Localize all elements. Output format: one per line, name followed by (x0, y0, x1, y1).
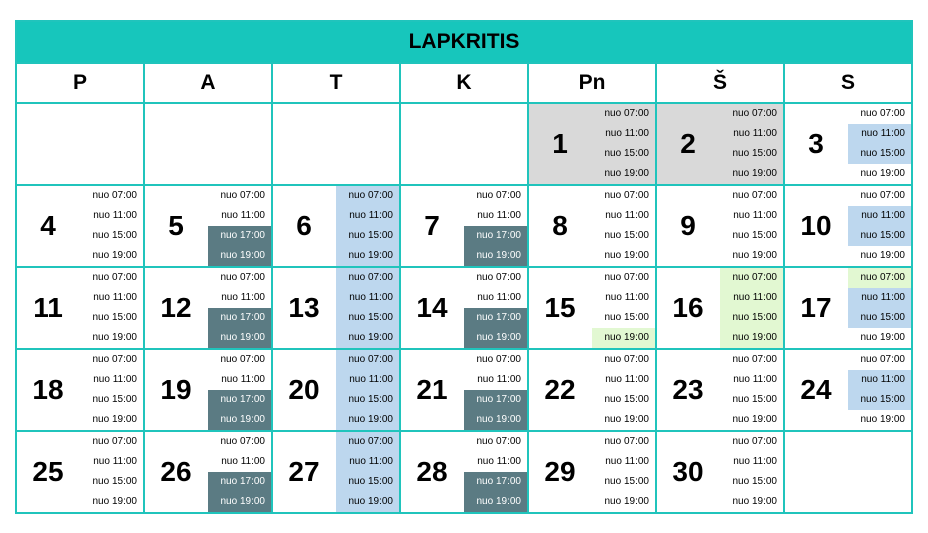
day-cell (16, 185, 144, 267)
day-number: 2 (680, 128, 696, 159)
time-slot[interactable]: nuo 19:00 (208, 246, 271, 266)
time-slot[interactable]: nuo 17:00 (464, 390, 527, 410)
time-slot[interactable]: nuo 19:00 (464, 246, 527, 266)
day-cell (400, 349, 528, 431)
day-number: 25 (32, 456, 64, 487)
day-cell (272, 185, 400, 267)
day-cell (656, 267, 784, 349)
month-title: LAPKRITIS (16, 21, 912, 63)
day-cell (528, 267, 656, 349)
time-slot[interactable]: nuo 19:00 (860, 332, 905, 343)
time-slot[interactable]: nuo 11:00 (336, 370, 399, 390)
day-cell (400, 431, 528, 513)
day-number: 16 (672, 292, 704, 323)
time-slot[interactable]: nuo 15:00 (336, 390, 399, 410)
time-slot[interactable]: nuo 19:00 (732, 414, 777, 425)
day-cell (528, 349, 656, 431)
time-slot[interactable]: nuo 17:00 (208, 308, 271, 328)
time-slot[interactable]: nuo 19:00 (92, 250, 137, 261)
time-slot[interactable]: nuo 11:00 (848, 206, 911, 226)
time-slot[interactable]: nuo 11:00 (605, 128, 649, 139)
day-number: 6 (296, 210, 312, 241)
time-slot[interactable]: nuo 19:00 (604, 168, 649, 179)
time-slot-list (848, 268, 911, 348)
day-number: 3 (808, 128, 824, 159)
time-slot[interactable]: nuo 15:00 (732, 476, 777, 487)
time-slot[interactable]: nuo 07:00 (604, 272, 649, 283)
time-slot[interactable]: nuo 15:00 (848, 308, 911, 328)
time-slot[interactable]: nuo 15:00 (336, 308, 399, 328)
time-slot[interactable]: nuo 11:00 (221, 374, 265, 385)
day-cell (144, 185, 272, 267)
day-number: 11 (33, 292, 63, 323)
day-cell (144, 431, 272, 513)
day-number: 14 (416, 292, 448, 323)
time-slot[interactable]: nuo 19:00 (208, 328, 271, 348)
day-cell (784, 267, 912, 349)
time-slot[interactable]: nuo 11:00 (605, 292, 649, 303)
time-slot-list (80, 432, 143, 512)
time-slot[interactable]: nuo 19:00 (92, 496, 137, 507)
weekday-header: Š (656, 63, 784, 103)
weekday-header: Pn (528, 63, 656, 103)
time-slot[interactable]: nuo 15:00 (848, 144, 911, 164)
time-slot[interactable]: nuo 07:00 (604, 436, 649, 447)
time-slot-list (80, 268, 143, 348)
time-slot-list (720, 104, 783, 184)
day-number: 22 (544, 374, 576, 405)
weekday-header: K (400, 63, 528, 103)
week-row (16, 431, 912, 513)
time-slot[interactable]: nuo 11:00 (733, 210, 777, 221)
day-number: 10 (800, 210, 832, 241)
time-slot[interactable]: nuo 07:00 (92, 436, 137, 447)
time-slot[interactable]: nuo 07:00 (604, 108, 649, 119)
day-cell (400, 267, 528, 349)
day-number: 27 (288, 456, 320, 487)
weekday-header: P (16, 63, 144, 103)
time-slot[interactable]: nuo 15:00 (604, 476, 649, 487)
day-cell (16, 431, 144, 513)
time-slot[interactable]: nuo 19:00 (92, 414, 137, 425)
time-slot[interactable]: nuo 19:00 (732, 496, 777, 507)
time-slot[interactable]: nuo 15:00 (732, 230, 777, 241)
time-slot[interactable]: nuo 15:00 (336, 472, 399, 492)
empty-day-cell (272, 103, 400, 185)
time-slot[interactable]: nuo 07:00 (860, 108, 905, 119)
time-slot[interactable]: nuo 07:00 (476, 354, 521, 365)
time-slot-list (592, 268, 655, 348)
time-slot[interactable]: nuo 11:00 (336, 206, 399, 226)
time-slot[interactable]: nuo 15:00 (604, 394, 649, 405)
time-slot[interactable]: nuo 07:00 (604, 190, 649, 201)
time-slot-list (720, 186, 783, 266)
day-cell (400, 185, 528, 267)
time-slot[interactable]: nuo 15:00 (92, 394, 137, 405)
time-slot[interactable]: nuo 11:00 (477, 210, 521, 221)
week-row (16, 267, 912, 349)
time-slot[interactable]: nuo 07:00 (336, 432, 399, 452)
time-slot[interactable]: nuo 15:00 (604, 230, 649, 241)
day-cell (656, 431, 784, 513)
time-slot-list (592, 186, 655, 266)
time-slot[interactable]: nuo 11:00 (93, 210, 137, 221)
time-slot[interactable]: nuo 17:00 (464, 308, 527, 328)
time-slot-list (464, 268, 527, 348)
time-slot[interactable]: nuo 19:00 (92, 332, 137, 343)
calendar-table (15, 20, 913, 514)
time-slot[interactable]: nuo 15:00 (336, 226, 399, 246)
time-slot[interactable]: nuo 07:00 (92, 272, 137, 283)
time-slot-list (848, 186, 911, 266)
day-cell (272, 349, 400, 431)
time-slot[interactable]: nuo 07:00 (476, 190, 521, 201)
time-slot[interactable]: nuo 07:00 (732, 190, 777, 201)
time-slot[interactable]: nuo 11:00 (605, 456, 649, 467)
time-slot[interactable]: nuo 17:00 (464, 472, 527, 492)
week-row (16, 349, 912, 431)
time-slot[interactable]: nuo 07:00 (336, 350, 399, 370)
time-slot[interactable]: nuo 11:00 (336, 288, 399, 308)
time-slot[interactable]: nuo 07:00 (720, 268, 783, 288)
time-slot[interactable]: nuo 19:00 (732, 168, 777, 179)
time-slot-list (208, 186, 271, 266)
time-slot[interactable]: nuo 19:00 (604, 414, 649, 425)
time-slot[interactable]: nuo 11:00 (221, 210, 265, 221)
day-cell (272, 431, 400, 513)
day-number: 13 (288, 292, 320, 323)
time-slot[interactable]: nuo 07:00 (336, 186, 399, 206)
week-row (16, 185, 912, 267)
time-slot[interactable]: nuo 19:00 (720, 328, 783, 348)
time-slot[interactable]: nuo 07:00 (848, 268, 911, 288)
day-cell (656, 349, 784, 431)
time-slot-list (208, 432, 271, 512)
time-slot-list (464, 186, 527, 266)
time-slot[interactable]: nuo 19:00 (208, 492, 271, 512)
time-slot[interactable]: nuo 15:00 (92, 230, 137, 241)
time-slot[interactable]: nuo 07:00 (220, 354, 265, 365)
day-number: 12 (160, 292, 192, 323)
time-slot[interactable]: nuo 11:00 (477, 456, 521, 467)
day-number: 19 (160, 374, 192, 405)
time-slot-list (80, 350, 143, 430)
day-number: 9 (680, 210, 696, 241)
time-slot[interactable]: nuo 19:00 (860, 250, 905, 261)
time-slot[interactable]: nuo 17:00 (208, 390, 271, 410)
time-slot[interactable]: nuo 11:00 (733, 456, 777, 467)
day-number: 29 (544, 456, 576, 487)
day-number: 30 (672, 456, 704, 487)
time-slot-list (80, 186, 143, 266)
time-slot-list (848, 350, 911, 430)
time-slot[interactable]: nuo 11:00 (848, 370, 911, 390)
day-cell (528, 103, 656, 185)
time-slot[interactable]: nuo 19:00 (604, 496, 649, 507)
time-slot[interactable]: nuo 07:00 (860, 190, 905, 201)
week-row (16, 103, 912, 185)
day-number: 4 (40, 210, 56, 241)
day-cell (144, 267, 272, 349)
time-slot-list (336, 350, 399, 430)
day-number: 15 (544, 292, 576, 323)
day-cell (272, 267, 400, 349)
time-slot-list (592, 350, 655, 430)
time-slot[interactable]: nuo 15:00 (848, 226, 911, 246)
time-slot[interactable]: nuo 11:00 (733, 128, 777, 139)
time-slot[interactable]: nuo 07:00 (732, 436, 777, 447)
time-slot[interactable]: nuo 11:00 (93, 292, 137, 303)
weekday-header: S (784, 63, 912, 103)
day-number: 18 (32, 374, 64, 405)
time-slot[interactable]: nuo 17:00 (208, 472, 271, 492)
time-slot[interactable]: nuo 07:00 (604, 354, 649, 365)
time-slot-list (336, 268, 399, 348)
time-slot[interactable]: nuo 11:00 (848, 288, 911, 308)
time-slot[interactable]: nuo 15:00 (604, 148, 649, 159)
day-number: 21 (416, 374, 448, 405)
day-cell (144, 349, 272, 431)
time-slot-list (720, 432, 783, 512)
time-slot[interactable]: nuo 19:00 (464, 410, 527, 430)
time-slot[interactable]: nuo 17:00 (208, 226, 271, 246)
time-slot-list (464, 350, 527, 430)
time-slot-list (464, 432, 527, 512)
time-slot[interactable]: nuo 15:00 (92, 312, 137, 323)
day-number: 23 (672, 374, 704, 405)
empty-day-cell (784, 431, 912, 513)
time-slot[interactable]: nuo 07:00 (476, 272, 521, 283)
day-number: 7 (424, 210, 440, 241)
time-slot-list (208, 268, 271, 348)
day-number: 20 (288, 374, 320, 405)
time-slot[interactable]: nuo 07:00 (220, 436, 265, 447)
time-slot-list (848, 104, 911, 184)
time-slot-list (336, 186, 399, 266)
time-slot[interactable]: nuo 15:00 (732, 148, 777, 159)
time-slot[interactable]: nuo 19:00 (336, 410, 399, 430)
time-slot[interactable]: nuo 19:00 (336, 328, 399, 348)
day-cell (656, 103, 784, 185)
time-slot[interactable]: nuo 11:00 (720, 288, 783, 308)
time-slot[interactable]: nuo 07:00 (732, 354, 777, 365)
time-slot[interactable]: nuo 19:00 (464, 492, 527, 512)
time-slot-list (336, 432, 399, 512)
time-slot[interactable]: nuo 19:00 (732, 250, 777, 261)
time-slot[interactable]: nuo 11:00 (93, 374, 137, 385)
day-cell (16, 349, 144, 431)
time-slot[interactable]: nuo 07:00 (92, 354, 137, 365)
day-number: 5 (168, 210, 184, 241)
time-slot[interactable]: nuo 11:00 (336, 452, 399, 472)
time-slot[interactable]: nuo 07:00 (476, 436, 521, 447)
day-cell (528, 185, 656, 267)
time-slot[interactable]: nuo 15:00 (720, 308, 783, 328)
time-slot[interactable]: nuo 19:00 (592, 328, 655, 348)
empty-day-cell (400, 103, 528, 185)
empty-day-cell (144, 103, 272, 185)
time-slot[interactable]: nuo 11:00 (93, 456, 137, 467)
time-slot[interactable]: nuo 19:00 (464, 328, 527, 348)
day-number: 8 (552, 210, 568, 241)
time-slot[interactable]: nuo 15:00 (92, 476, 137, 487)
time-slot[interactable]: nuo 19:00 (604, 250, 649, 261)
day-cell (784, 103, 912, 185)
time-slot[interactable]: nuo 07:00 (860, 354, 905, 365)
day-number: 17 (800, 292, 832, 323)
day-cell (528, 431, 656, 513)
time-slot[interactable]: nuo 15:00 (732, 394, 777, 405)
time-slot[interactable]: nuo 15:00 (604, 312, 649, 323)
time-slot[interactable]: nuo 19:00 (336, 492, 399, 512)
time-slot[interactable]: nuo 19:00 (860, 414, 905, 425)
time-slot[interactable]: nuo 11:00 (477, 292, 521, 303)
time-slot[interactable]: nuo 07:00 (732, 108, 777, 119)
time-slot[interactable]: nuo 11:00 (221, 292, 265, 303)
day-cell (656, 185, 784, 267)
time-slot[interactable]: nuo 11:00 (605, 374, 649, 385)
time-slot[interactable]: nuo 11:00 (733, 374, 777, 385)
weekday-header-row (16, 63, 912, 103)
day-cell (16, 267, 144, 349)
time-slot-list (592, 104, 655, 184)
time-slot[interactable]: nuo 07:00 (336, 268, 399, 288)
time-slot[interactable]: nuo 07:00 (220, 272, 265, 283)
time-slot[interactable]: nuo 07:00 (92, 190, 137, 201)
day-number: 28 (416, 456, 448, 487)
time-slot[interactable]: nuo 11:00 (477, 374, 521, 385)
time-slot-list (592, 432, 655, 512)
empty-day-cell (16, 103, 144, 185)
time-slot[interactable]: nuo 19:00 (860, 168, 905, 179)
time-slot[interactable]: nuo 15:00 (848, 390, 911, 410)
weekday-header: A (144, 63, 272, 103)
time-slot[interactable]: nuo 11:00 (605, 210, 649, 221)
time-slot-list (720, 350, 783, 430)
day-cell (784, 185, 912, 267)
day-cell (784, 349, 912, 431)
day-number: 24 (800, 374, 832, 405)
time-slot[interactable]: nuo 11:00 (221, 456, 265, 467)
time-slot-list (208, 350, 271, 430)
time-slot[interactable]: nuo 11:00 (848, 124, 911, 144)
time-slot[interactable]: nuo 19:00 (336, 246, 399, 266)
day-number: 1 (552, 128, 568, 159)
day-number: 26 (160, 456, 192, 487)
weekday-header: T (272, 63, 400, 103)
time-slot[interactable]: nuo 17:00 (464, 226, 527, 246)
time-slot[interactable]: nuo 19:00 (208, 410, 271, 430)
time-slot-list (720, 268, 783, 348)
time-slot[interactable]: nuo 07:00 (220, 190, 265, 201)
